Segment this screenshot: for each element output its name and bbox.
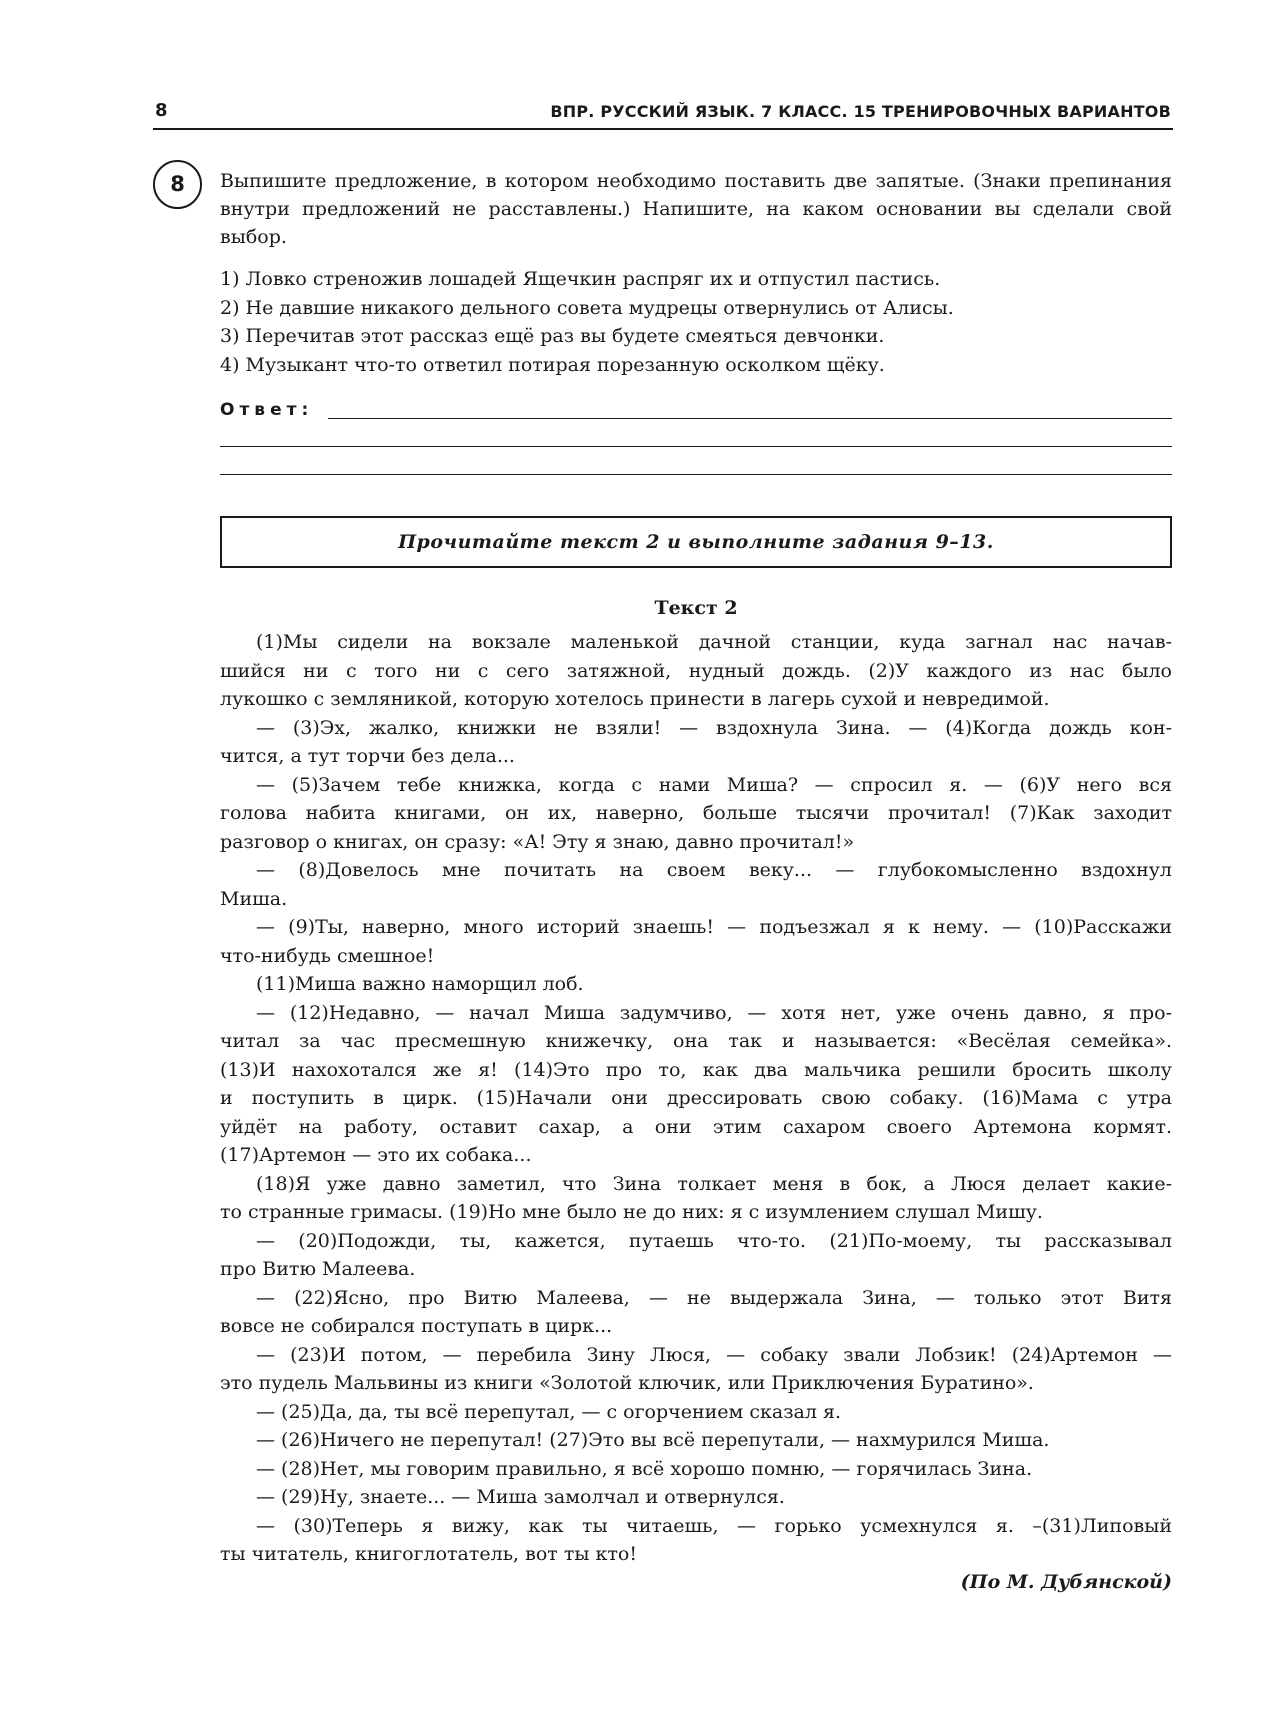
paragraph-14 bbox=[220, 1455, 1172, 1484]
text-line: разговор о книгах, он сразу: «А! Эту я знаю, давно прочитал!» bbox=[220, 830, 855, 853]
text-line: — (12)Недавно, — начал Миша задумчиво, — хотя нет, уже очень давно, я про- bbox=[256, 1001, 1172, 1024]
option-4: 4) Музыкант что-то ответил потирая порезанную осколком щёку. bbox=[220, 353, 885, 376]
instruction-text: Прочитайте текст 2 и выполните задания 9–13. bbox=[398, 531, 994, 553]
answer-label: Ответ: bbox=[220, 400, 314, 420]
paragraph-10 bbox=[220, 1284, 1172, 1341]
paragraph-6 bbox=[220, 970, 1172, 999]
paragraph-2 bbox=[220, 714, 1172, 771]
paragraph-15 bbox=[220, 1483, 1172, 1512]
text-line: — (30)Теперь я вижу, как ты читаешь, — горько усмехнулся я. –(31)Липовый bbox=[256, 1514, 1172, 1537]
answer-options bbox=[220, 265, 1172, 379]
running-header bbox=[153, 98, 1173, 130]
text-line: — (5)Зачем тебе книжка, когда с нами Миша? — спросил я. — (6)У него вся bbox=[256, 773, 1172, 796]
text-source: (По М. Дубянской) bbox=[960, 1571, 1172, 1593]
text-line: — (3)Эх, жалко, книжки не взяли! — вздохнула Зина. — (4)Когда дождь кон- bbox=[256, 716, 1172, 739]
paragraph-5 bbox=[220, 913, 1172, 970]
paragraph-1 bbox=[220, 628, 1172, 714]
text-line: читал за час пресмешную книжечку, она так и называется: «Весёлая семейка». bbox=[220, 1030, 1172, 1052]
answer-line-1[interactable] bbox=[328, 418, 1172, 419]
text-line: что-нибудь смешное! bbox=[220, 944, 435, 967]
text-line: уйдёт на работу, оставит сахар, а они этим сахаром своего Артемона кормят. bbox=[220, 1115, 1172, 1138]
paragraph-13 bbox=[220, 1426, 1172, 1455]
paragraph-16 bbox=[220, 1512, 1172, 1569]
text-line: — (29)Ну, знаете... — Миша замолчал и отвернулся. bbox=[256, 1486, 785, 1508]
text-line: (18)Я уже давно заметил, что Зина толкает меня в бок, а Люся делает какие- bbox=[256, 1172, 1172, 1195]
page-number: 8 bbox=[155, 100, 168, 121]
text-line: про Витю Малеева. bbox=[220, 1258, 416, 1280]
text-line: — (25)Да, да, ты всё перепутал, — с огорчением сказал я. bbox=[256, 1400, 842, 1423]
text-line: шийся ни с того ни с сего затяжной, нудный дождь. (2)У каждого из нас было bbox=[220, 659, 1172, 682]
task-prompt: Выпишите предложение, в котором необходимо поставить две запятые. (Знаки препинания внутри предложений не расставлены.) Напишите, на каком основании вы сделали свой выбор. bbox=[220, 170, 1172, 248]
text-line: — (9)Ты, наверно, много историй знаешь! — подъезжал я к нему. — (10)Расскажи bbox=[256, 916, 1172, 938]
text-line: — (23)И потом, — перебила Зину Люся, — собаку звали Лобзик! (24)Артемон — bbox=[256, 1343, 1172, 1366]
paragraph-3 bbox=[220, 771, 1172, 857]
answer-line-2[interactable] bbox=[220, 446, 1172, 447]
paragraph-11 bbox=[220, 1341, 1172, 1398]
option-2: 2) Не давшие никакого дельного совета мудрецы отвернулись от Алисы. bbox=[220, 296, 954, 319]
text-line: ты читатель, книгоглотатель, вот ты кто! bbox=[220, 1543, 637, 1565]
text-line: — (22)Ясно, про Витю Малеева, — не выдержала Зина, — только этот Витя bbox=[256, 1286, 1172, 1309]
answer-line-3[interactable] bbox=[220, 474, 1172, 475]
paragraph-9 bbox=[220, 1227, 1172, 1284]
text-line: Миша. bbox=[220, 887, 288, 910]
text-line: — (26)Ничего не перепутал! (27)Это вы всё перепутали, — нахмурился Миша. bbox=[256, 1429, 1050, 1451]
text-line: и поступить в цирк. (15)Начали они дрессировать свою собаку. (16)Мама с утра bbox=[220, 1087, 1172, 1109]
paragraph-8 bbox=[220, 1170, 1172, 1227]
text-line: чится, а тут торчи без дела... bbox=[220, 745, 515, 767]
text-title: Текст 2 bbox=[654, 597, 738, 619]
paragraph-4 bbox=[220, 856, 1172, 913]
text-line: это пудель Мальвины из книги «Золотой ключик, или Приключения Буратино». bbox=[220, 1372, 1034, 1394]
book-title: ВПР. РУССКИЙ ЯЗЫК. 7 КЛАСС. 15 ТРЕНИРОВОЧНЫХ ВАРИАНТОВ bbox=[550, 102, 1171, 121]
text-line: вовсе не собирался поступать в цирк... bbox=[220, 1315, 613, 1337]
paragraph-7 bbox=[220, 999, 1172, 1170]
paragraph-12 bbox=[220, 1398, 1172, 1427]
text-line: — (20)Подожди, ты, кажется, путаешь что-то. (21)По-моему, ты рассказывал bbox=[256, 1229, 1172, 1252]
text-line: (13)И нахохотался же я! (14)Это про то, как два мальчика решили бросить школу bbox=[220, 1058, 1172, 1081]
instruction-box bbox=[220, 516, 1172, 568]
text-line: (1)Мы сидели на вокзале маленькой дачной станции, куда загнал нас начав- bbox=[256, 631, 1172, 653]
text-line: — (8)Довелось мне почитать на своем веку... — глубокомысленно вздохнул bbox=[256, 859, 1172, 881]
text-line: — (28)Нет, мы говорим правильно, я всё хорошо помню, — горячилась Зина. bbox=[256, 1457, 1033, 1480]
text-line: (17)Артемон — это их собака... bbox=[220, 1144, 532, 1166]
text-line: лукошко с земляникой, которую хотелось принести в лагерь сухой и невредимой. bbox=[220, 688, 1050, 710]
text-line: голова набита книгами, он их, наверно, больше тысячи прочитал! (7)Как заходит bbox=[220, 802, 1172, 824]
text-line: то странные гримасы. (19)Но мне было не до них: я с изумлением слушал Мишу. bbox=[220, 1201, 1043, 1223]
option-1: 1) Ловко стреножив лошадей Ящечкин распряг их и отпустил пастись. bbox=[220, 268, 941, 290]
text-line: (11)Миша важно наморщил лоб. bbox=[256, 973, 584, 995]
option-3: 3) Перечитав этот рассказ ещё раз вы будете смеяться девчонки. bbox=[220, 325, 885, 347]
task-number-badge: 8 bbox=[153, 160, 202, 209]
